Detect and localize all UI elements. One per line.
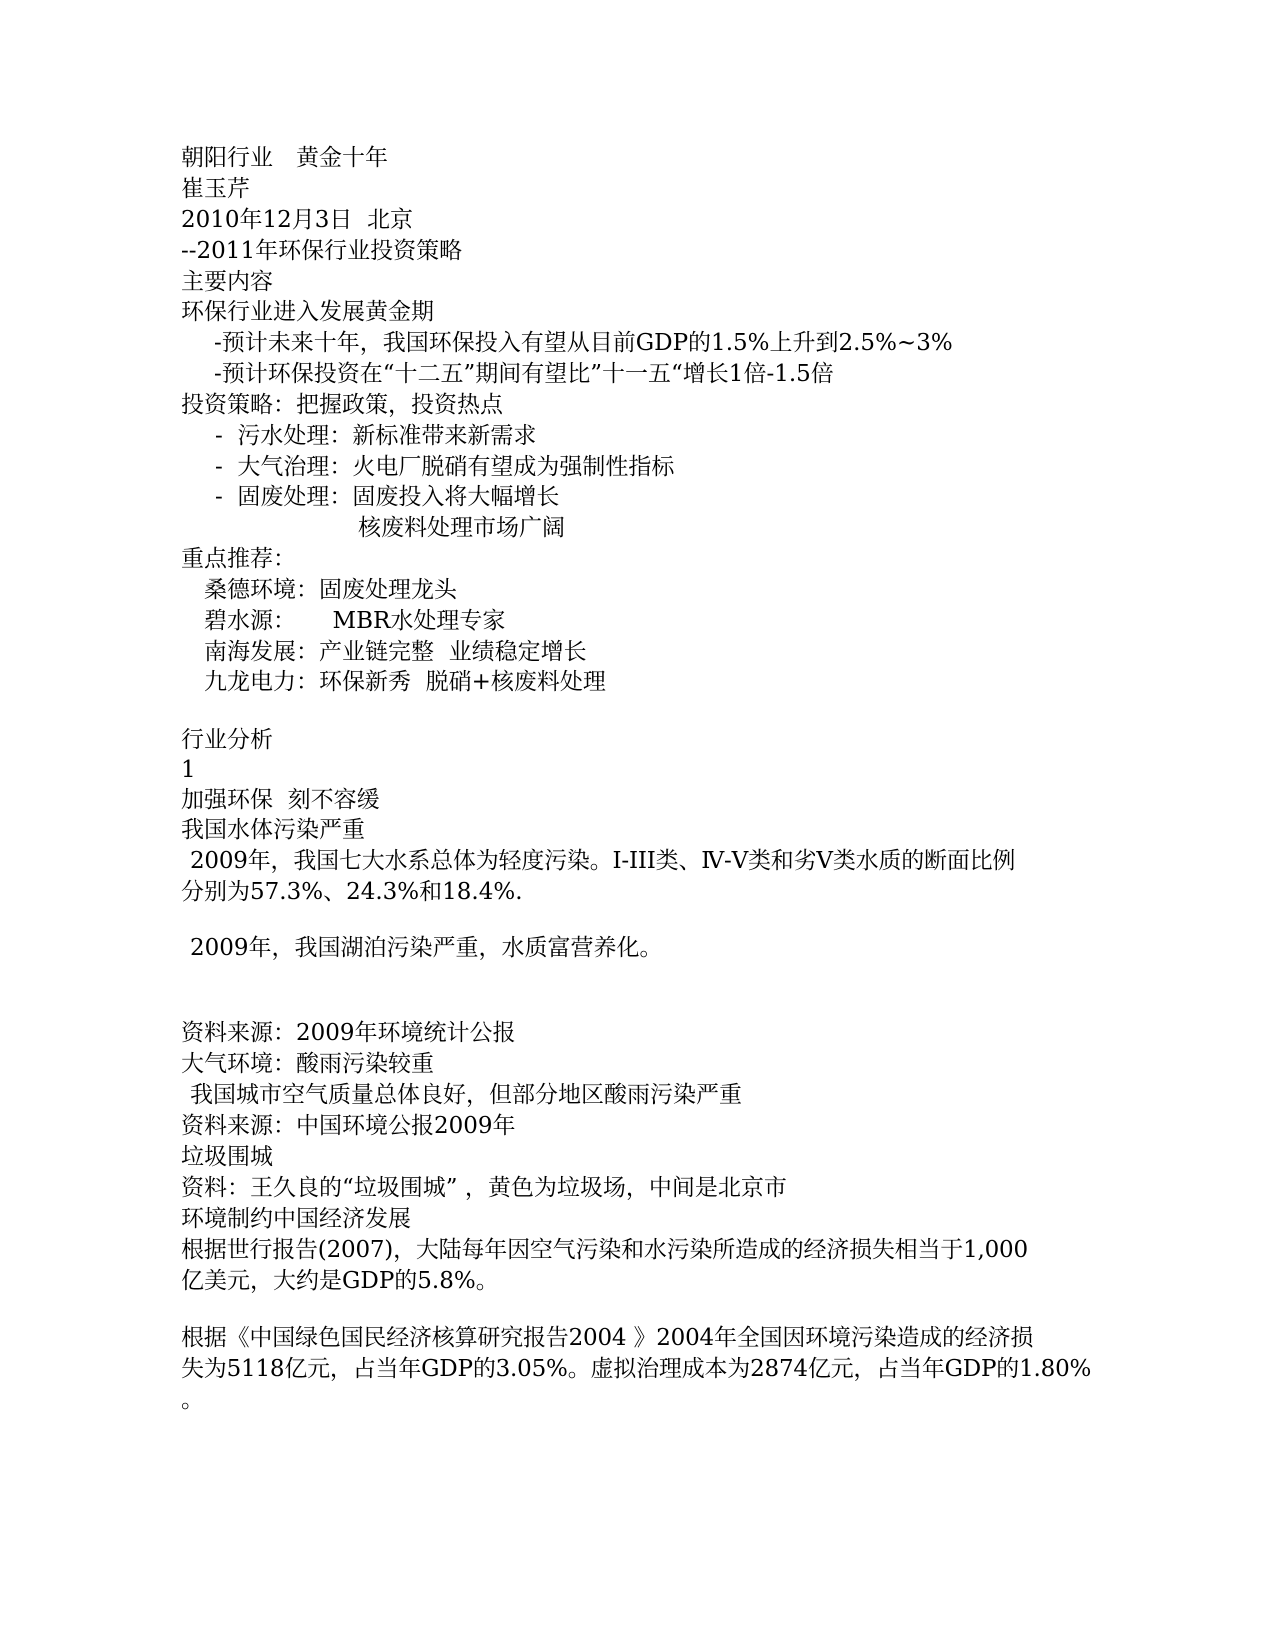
text-line: 加强环保 刻不容缓: [181, 787, 380, 813]
section-heading: 重点推荐：: [181, 546, 296, 572]
paragraph-line: 2009年，我国七大水系总体为轻度污染。I-III类、Ⅳ-Ⅴ类和劣Ⅴ类水质的断面比例: [190, 848, 1016, 874]
bullet-line: - 大气治理：火电厂脱硝有望成为强制性指标: [215, 454, 675, 480]
recommendation-line: 南海发展：产业链完整 业绩稳定增长: [204, 639, 587, 665]
source-line: 资料：王久良的“垃圾围城” ，黄色为垃圾场，中间是北京市: [181, 1175, 787, 1201]
paragraph-line: 失为5118亿元，占当年GDP的3.05%。虚拟治理成本为2874亿元，占当年GDP的1.80%: [181, 1356, 1092, 1382]
date-line: 2010年12月3日 北京: [181, 207, 414, 233]
section-heading: 主要内容: [181, 269, 273, 295]
section-heading: 投资策略：把握政策，投资热点: [181, 392, 503, 418]
source-line: 资料来源：2009年环境统计公报: [181, 1020, 516, 1046]
recommendation-line: 碧水源： MBR水处理专家: [204, 608, 506, 634]
text-line: 我国水体污染严重: [181, 817, 365, 843]
paragraph-line: 根据世行报告(2007)，大陆每年因空气污染和水污染所造成的经济损失相当于1,000: [181, 1237, 1028, 1263]
bullet-line: -预计环保投资在“十二五”期间有望比”十一五“增长1倍-1.5倍: [214, 361, 834, 387]
text-line: 垃圾围城: [181, 1144, 273, 1170]
paragraph-line: 分别为57.3%、24.3%和18.4%.: [181, 879, 523, 905]
recommendation-line: 九龙电力：环保新秀 脱硝+核废料处理: [204, 669, 606, 695]
paragraph-line: 。: [181, 1387, 204, 1413]
bullet-line: - 污水处理：新标准带来新需求: [215, 423, 537, 449]
author-line: 崔玉芹: [181, 176, 250, 202]
section-heading: 行业分析: [181, 727, 273, 753]
subtitle-line: --2011年环保行业投资策略: [181, 238, 463, 264]
text-line: 大气环境：酸雨污染较重: [181, 1051, 434, 1077]
paragraph-line: 亿美元，大约是GDP的5.8%。: [181, 1268, 499, 1294]
title-line: 朝阳行业 黄金十年: [181, 145, 388, 171]
source-line: 资料来源：中国环境公报2009年: [181, 1113, 516, 1139]
bullet-line: - 固废处理：固废投入将大幅增长: [215, 484, 560, 510]
paragraph-line: 我国城市空气质量总体良好，但部分地区酸雨污染严重: [190, 1082, 742, 1108]
text-line: 环境制约中国经济发展: [181, 1206, 411, 1232]
bullet-continuation: 核废料处理市场广阔: [358, 515, 565, 541]
paragraph-line: 根据《中国绿色国民经济核算研究报告2004 》2004年全国因环境污染造成的经济损: [181, 1325, 1034, 1351]
paragraph-line: 2009年，我国湖泊污染严重，水质富营养化。: [190, 935, 663, 961]
text-line: 环保行业进入发展黄金期: [181, 299, 434, 325]
bullet-line: -预计未来十年，我国环保投入有望从目前GDP的1.5%上升到2.5%~3%: [214, 330, 953, 356]
recommendation-line: 桑德环境：固废处理龙头: [204, 577, 457, 603]
page-number: 1: [181, 757, 196, 783]
